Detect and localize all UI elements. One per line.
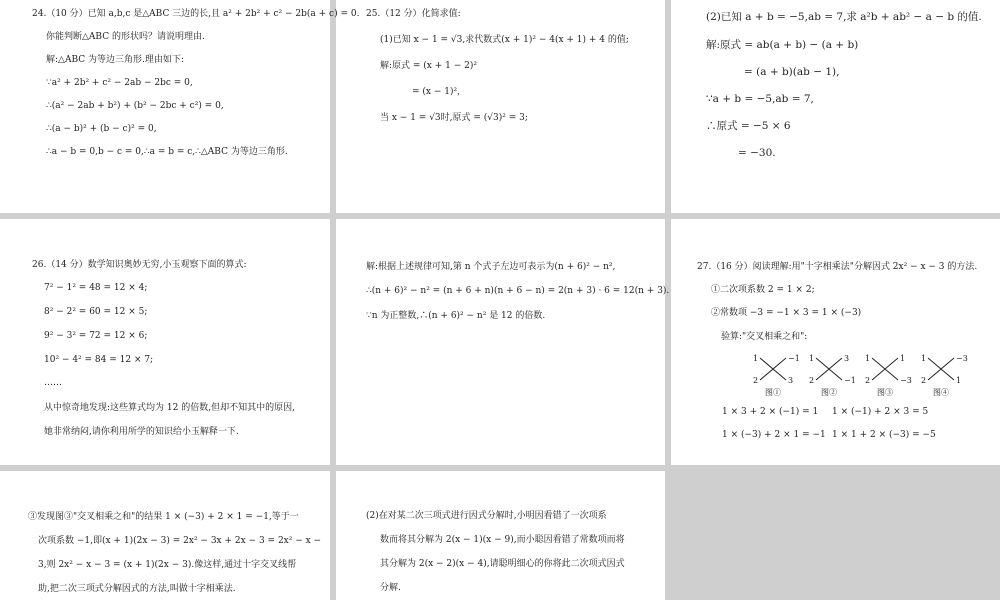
problem-26-title: 26.（14 分）数学知识奥妙无穷,小玉观察下面的算式:: [32, 260, 247, 270]
cross-coef-bottom-right: −3: [900, 376, 912, 385]
problem-27-check: 1 × (−3) + 2 × 1 = −1: [722, 430, 826, 440]
cross-figure-caption: 图③: [877, 388, 893, 397]
cross-coef-bottom-left: 2: [921, 376, 927, 385]
problem-27-check: 1 × (−1) + 2 × 3 = 5: [832, 407, 929, 417]
problem-26-equation: 7² − 1² = 48 = 12 × 4;: [44, 283, 148, 293]
problem-27-check: 1 × 1 + 2 × (−3) = −5: [832, 430, 936, 440]
problem-24-step: ∵a² + 2b² + c² − 2ab − 2bc = 0,: [46, 78, 193, 88]
problem-26-solution-line: ∵n 为正整数,∴(n + 6)² − n² 是 12 的倍数.: [366, 311, 546, 321]
problem-27-part3-line: 3,则 2x² − x − 3 = (x + 1)(2x − 3).像这样,通过十字交叉线帮: [38, 560, 297, 570]
cross-coef-bottom-right: 1: [956, 376, 962, 385]
problem-24-step: ∴a − b = 0,b − c = 0,∴a = b = c,∴△ABC 为等边三角形.: [46, 147, 288, 157]
problem-25-step: = (x − 1)²,: [412, 87, 460, 97]
cross-coef-top-left: 1: [753, 354, 759, 363]
problem-27-part2-line: 其分解为 2(x − 2)(x − 4),请聪明细心的你将此二次项式因式: [380, 559, 625, 569]
problem-27-part3-line: 次项系数 −1,即(x + 1)(2x − 3) = 2x² − 3x + 2x − 3 = 2x² − x −: [38, 536, 322, 546]
panel-problem-26-solution: [336, 219, 665, 465]
problem-26-solution-line: ∴(n + 6)² − n² = (n + 6 + n)(n + 6 − n) = 2(n + 3) · 6 = 12(n + 3).: [366, 286, 670, 296]
cross-coef-top-right: 3: [844, 354, 850, 363]
problem-26-equation: 10² − 4² = 84 = 12 × 7;: [44, 355, 154, 365]
cross-coef-top-right: −3: [956, 354, 968, 363]
panel-problem-25: [336, 0, 665, 213]
problem-27-part2-line: 分解.: [380, 583, 401, 593]
cross-figure-caption: 图①: [765, 388, 781, 397]
cross-coef-bottom-right: −1: [844, 376, 856, 385]
problem-26-text: 从中惊奇地发现:这些算式均为 12 的倍数,但却不知其中的原因,: [44, 403, 295, 413]
cross-coef-bottom-left: 2: [753, 376, 759, 385]
cross-figure: [753, 354, 800, 397]
problem-25-title: 25.（12 分）化简求值:: [366, 9, 461, 19]
problem-27-check: 1 × 3 + 2 × (−1) = 1: [722, 407, 819, 417]
problem-27-title: 27.（16 分）阅读理解:用"十字相乘法"分解因式 2x² − x − 3 的方法.: [697, 262, 978, 272]
problem-27-part3-line: ③发现图③"交叉相乘之和"的结果 1 × (−3) + 2 × 1 = −1,等于一: [28, 512, 299, 522]
problem-25-part2-step: ∵a + b = −5,ab = 7,: [706, 93, 814, 105]
problem-27-step: ①二次项系数 2 = 1 × 2;: [711, 285, 815, 295]
cross-coef-top-right: −1: [788, 354, 800, 363]
problem-26-ellipsis: ……: [44, 378, 62, 388]
cross-figure-caption: 图④: [933, 388, 949, 397]
problem-25-step: 当 x − 1 = √3时,原式 = (√3)² = 3;: [380, 113, 528, 123]
problem-25-part2-question: (2)已知 a + b = −5,ab = 7,求 a²b + ab² − a − b 的值.: [706, 11, 982, 23]
problem-27-step: 验算:"交叉相乘之和":: [721, 332, 808, 342]
problem-24-step: ∴(a − b)² + (b − c)² = 0,: [46, 124, 157, 134]
problem-26-text: 她非常纳闷,请你利用所学的知识给小玉解释一下.: [44, 427, 239, 437]
cross-coef-top-left: 1: [809, 354, 815, 363]
cross-coef-bottom-right: 3: [788, 376, 794, 385]
cross-coef-top-right: 1: [900, 354, 906, 363]
problem-26-equation: 9² − 3² = 72 = 12 × 6;: [44, 331, 148, 341]
cross-figure: [809, 354, 856, 397]
cross-coef-bottom-left: 2: [809, 376, 815, 385]
problem-24-step: ∴(a² − 2ab + b²) + (b² − 2bc + c²) = 0,: [46, 101, 224, 111]
problem-26-solution-line: 解:根据上述规律可知,第 n 个式子左边可表示为(n + 6)² − n²,: [366, 262, 616, 272]
cross-coef-top-left: 1: [921, 354, 927, 363]
cross-figures-svg: [746, 352, 968, 398]
cross-multiplication-figures: [746, 352, 968, 398]
problem-25-step: 解:原式 = (x + 1 − 2)²: [380, 61, 477, 71]
cross-coef-bottom-left: 2: [865, 376, 871, 385]
problem-27-part2-line: (2)在对某二次三项式进行因式分解时,小明因看错了一次项系: [366, 511, 607, 521]
problem-24-question: 你能判断△ABC 的形状吗？请说明理由.: [46, 32, 205, 42]
problem-27-part3-line: 助,把二次三项式分解因式的方法,叫做十字相乘法.: [38, 584, 236, 594]
cross-figure: [865, 354, 912, 397]
problem-25-part2-step: 解:原式 = ab(a + b) − (a + b): [706, 39, 859, 51]
problem-27-step: ②常数项 −3 = −1 × 3 = 1 × (−3): [711, 308, 862, 318]
cross-coef-top-left: 1: [865, 354, 871, 363]
problem-25-part2-step: = −30.: [738, 147, 776, 159]
cross-figure-caption: 图②: [821, 388, 837, 397]
problem-24-title: 24.（10 分）已知 a,b,c 是△ABC 三边的长,且 a² + 2b² + c² − 2b(a + c) = 0.: [32, 9, 360, 19]
problem-25-part2-step: = (a + b)(ab − 1),: [744, 66, 840, 78]
problem-24-step: 解:△ABC 为等边三角形.理由如下:: [46, 55, 184, 65]
problem-25-part1: (1)已知 x − 1 = √3,求代数式(x + 1)² − 4(x + 1) + 4 的值;: [380, 35, 629, 45]
problem-25-part2-step: ∴原式 = −5 × 6: [706, 120, 791, 132]
problem-27-part2-line: 数而将其分解为 2(x − 1)(x − 9),而小聪因看错了常数项而将: [380, 535, 625, 545]
panel-problem-25-part2: [671, 0, 1000, 213]
problem-26-equation: 8² − 2² = 60 = 12 × 5;: [44, 307, 148, 317]
